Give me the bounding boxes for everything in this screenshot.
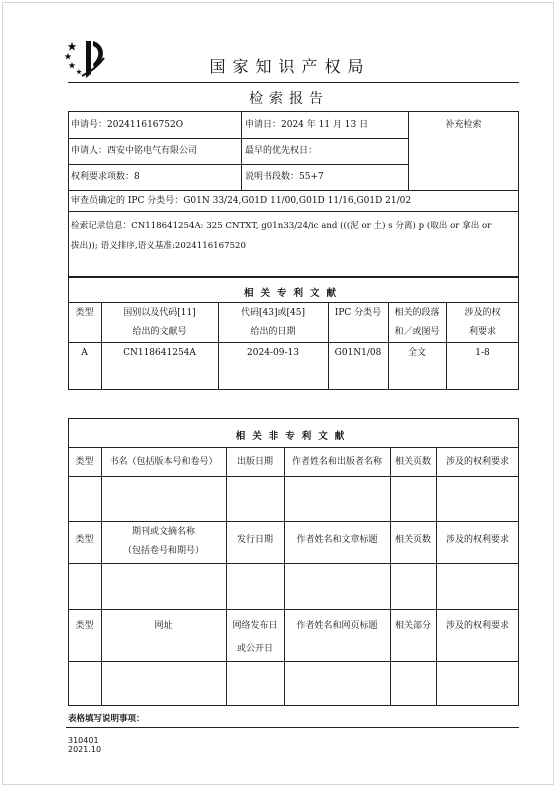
web-header-date-1: 网络发布日 — [232, 621, 278, 631]
nonpatent-docs-title: 相关非专利文献 — [235, 431, 352, 442]
patent-header-divider — [68, 342, 519, 343]
patent-row-type: A — [81, 348, 88, 358]
journal-header-pages: 相关页数 — [394, 535, 431, 545]
patent-title-divider — [68, 302, 519, 303]
patent-header-para-1: 相关的段落 — [394, 308, 440, 318]
book-header-name: 书名（包括版本号和卷号） — [109, 457, 218, 467]
journal-header-type: 类型 — [75, 535, 94, 545]
nonpatent-row-divider — [68, 609, 519, 610]
book-header-pages: 相关页数 — [394, 457, 431, 467]
nonpatent-col-divider — [390, 447, 391, 706]
info-table — [68, 111, 519, 277]
nonpatent-title-divider — [68, 447, 519, 448]
patent-row-ipc: G01N1/08 — [334, 348, 382, 358]
nonpatent-col-divider — [284, 447, 285, 706]
form-number: 310401 — [68, 736, 99, 745]
nonpatent-row-divider — [68, 521, 519, 522]
application-number: 申请号：202411616752O — [71, 120, 184, 130]
journal-header-name-1: 期刊或文摘名称 — [131, 527, 195, 537]
journal-header-date: 发行日期 — [236, 535, 273, 545]
nonpatent-row-divider — [68, 661, 519, 662]
web-header-type: 类型 — [75, 621, 94, 631]
patent-header-claims-1: 涉及的权 — [464, 308, 501, 318]
book-header-author: 作者姓名和出版者名称 — [291, 457, 382, 467]
patent-header-type: 类型 — [75, 308, 94, 318]
applicant: 申请人：西安中铭电气有限公司 — [71, 146, 198, 156]
form-instructions: 表格填写说明事项： — [68, 714, 145, 724]
office-name: 国家知识产权局 — [209, 57, 371, 76]
patent-row-claims: 1-8 — [475, 348, 490, 358]
filing-date: 申请日：2024 年 11 月 13 日 — [245, 120, 369, 130]
web-header-date-2: 或公开日 — [236, 644, 273, 654]
book-header-claims: 涉及的权利要求 — [445, 457, 509, 467]
journal-header-name-2: （包括卷号和期号） — [122, 546, 204, 556]
form-date: 2021.10 — [68, 745, 102, 754]
office-logo-icon — [64, 38, 110, 80]
info-row-divider — [68, 211, 519, 212]
journal-header-claims: 涉及的权利要求 — [445, 535, 509, 545]
ipc-classification: 审查员确定的 IPC 分类号：G01N 33/24,G01D 11/00,G01D 11/16,G01D 21/02 — [71, 196, 412, 206]
patent-header-country-1: 国别以及代码[11] — [123, 308, 196, 318]
header-rule — [68, 82, 519, 83]
nonpatent-col-divider — [436, 447, 437, 706]
patent-header-date-1: 代码[43]或[45] — [241, 308, 305, 318]
document-title: 检索报告 — [249, 91, 329, 107]
nonpatent-col-divider — [101, 447, 102, 706]
patent-row-doc-no: CN118641254A — [123, 348, 196, 358]
patent-header-country-2: 给出的文献号 — [132, 327, 187, 337]
nonpatent-col-divider — [226, 447, 227, 706]
info-row-divider — [68, 164, 408, 165]
supplementary-search: 补充检索 — [445, 120, 482, 130]
patent-header-para-2: 和／或图号 — [394, 327, 440, 337]
claims-count: 权利要求项数：8 — [71, 172, 140, 182]
patent-header-ipc: IPC 分类号 — [334, 308, 382, 318]
description-sections: 说明书段数：55+7 — [245, 172, 324, 182]
web-header-name: 网址 — [154, 621, 173, 631]
info-row-divider — [68, 190, 519, 191]
book-header-type: 类型 — [75, 457, 94, 467]
patent-docs-title: 相关专利文献 — [243, 288, 343, 299]
search-record-line-2: 拔出)); 语义排序,语义基准:2024116167520 — [71, 241, 246, 251]
search-record-line-1: 检索记录信息：CN118641254A: 325 CNTXT, g01n33/24/ic and (((泥 or 土) s 分离) p (取出 or 拿出 or — [71, 221, 492, 231]
web-header-claims: 涉及的权利要求 — [445, 621, 509, 631]
info-col-divider — [241, 111, 242, 190]
book-header-date: 出版日期 — [236, 457, 273, 467]
nonpatent-row-divider — [68, 476, 519, 477]
patent-header-claims-2: 利要求 — [468, 327, 496, 337]
patent-header-date-2: 给出的日期 — [250, 327, 296, 337]
web-header-part: 相关部分 — [394, 621, 431, 631]
web-header-author: 作者姓名和网页标题 — [296, 621, 378, 631]
patent-row-date: 2024-09-13 — [247, 348, 299, 358]
nonpatent-row-divider — [68, 563, 519, 564]
priority-date: 最早的优先权日： — [245, 146, 318, 156]
journal-header-author: 作者姓名和文章标题 — [296, 535, 378, 545]
info-row-divider — [68, 138, 408, 139]
patent-row-para: 全文 — [407, 348, 426, 358]
footer-rule — [66, 727, 519, 728]
